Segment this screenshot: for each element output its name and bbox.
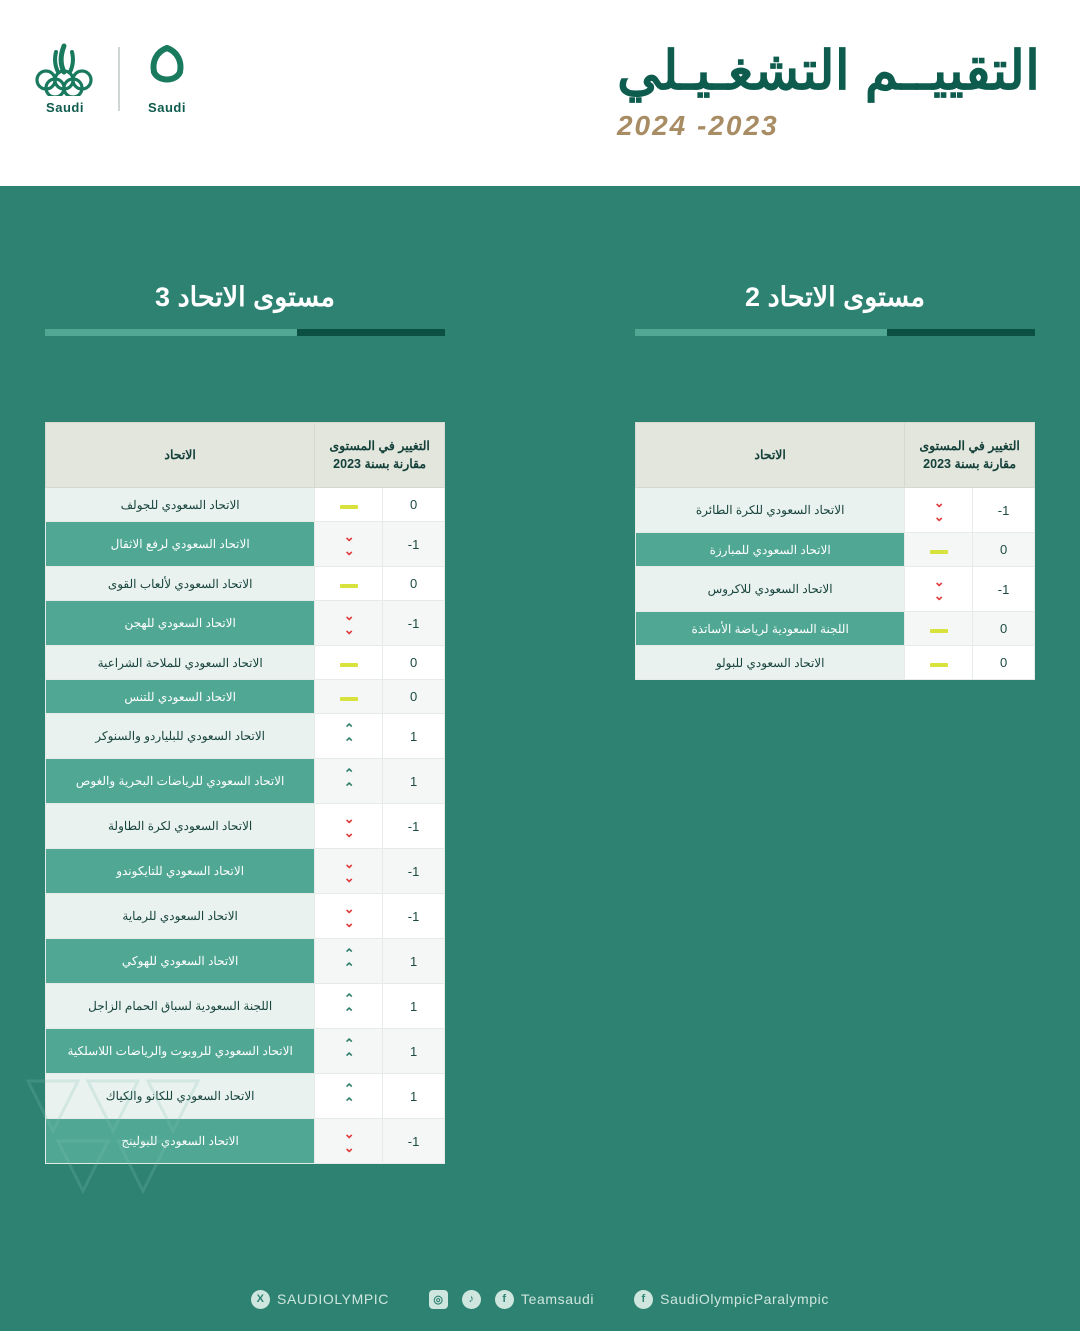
cell-change-value: 1 <box>383 984 445 1029</box>
cell-federation-name: الاتحاد السعودي للهجن <box>46 601 315 646</box>
table-row <box>46 1029 445 1074</box>
title-block <box>617 40 1040 142</box>
page-body <box>0 186 1080 1331</box>
columns-container <box>0 186 1080 1164</box>
table-row <box>46 804 445 849</box>
cell-federation-name: الاتحاد السعودي للبلياردو والسنوكر <box>46 714 315 759</box>
trend-flat-icon <box>930 663 948 667</box>
trend-up-icon: ⌃ ⌃ <box>343 1036 354 1066</box>
trend-flat-icon <box>340 505 358 509</box>
cell-federation-name: الاتحاد السعودي للتايكوندو <box>46 849 315 894</box>
cell-change-value: 0 <box>973 533 1035 567</box>
cell-change-value: 1- <box>383 522 445 567</box>
cell-change-value: 1 <box>383 939 445 984</box>
cell-trend-arrow <box>315 894 383 939</box>
cell-trend-arrow <box>905 612 973 646</box>
cell-change-value: 0 <box>973 612 1035 646</box>
cell-change-value: 0 <box>383 646 445 680</box>
header-change: التغيير في المستوى مقارنة بسنة 2023 <box>905 423 1035 488</box>
trend-flat-icon <box>340 697 358 701</box>
cell-trend-arrow <box>315 849 383 894</box>
cell-change-value: 0 <box>973 646 1035 680</box>
cell-federation-name: اللجنة السعودية لرياضة الأساتذة <box>636 612 905 646</box>
cell-federation-name: الاتحاد السعودي للبولينج <box>46 1119 315 1164</box>
cell-change-value: 1- <box>383 849 445 894</box>
table-row <box>46 1119 445 1164</box>
cell-trend-arrow <box>315 939 383 984</box>
cell-federation-name: الاتحاد السعودي للهوكي <box>46 939 315 984</box>
cell-federation-name: الاتحاد السعودي للتنس <box>46 680 315 714</box>
cell-change-value: 1 <box>383 714 445 759</box>
cell-trend-arrow <box>905 488 973 533</box>
header-change: التغيير في المستوى مقارنة بسنة 2023 <box>315 423 445 488</box>
cell-trend-arrow <box>905 567 973 612</box>
table-row <box>46 567 445 601</box>
social-item-x[interactable] <box>251 1290 389 1309</box>
paralympic-agitos-icon <box>138 42 196 96</box>
table-header-row <box>636 423 1035 488</box>
table-row <box>46 939 445 984</box>
olympic-logo <box>30 42 100 115</box>
cell-change-value: 1- <box>383 1119 445 1164</box>
trend-down-icon: ⌄ ⌄ <box>343 608 354 638</box>
cell-trend-arrow <box>315 804 383 849</box>
table-row <box>46 894 445 939</box>
logo-divider <box>118 47 120 111</box>
cell-change-value: 1- <box>383 601 445 646</box>
cell-trend-arrow <box>905 646 973 680</box>
social-item-instagram[interactable] <box>429 1290 448 1309</box>
cell-trend-arrow <box>315 680 383 714</box>
table-row <box>46 522 445 567</box>
cell-trend-arrow <box>315 1029 383 1074</box>
cell-federation-name: الاتحاد السعودي للروبوت والرياضات اللاسلكية <box>46 1029 315 1074</box>
tiktok-icon: ♪ <box>462 1290 481 1309</box>
social-label-x: SAUDIOLYMPIC <box>277 1291 390 1307</box>
cell-change-value: 1 <box>383 759 445 804</box>
cell-federation-name: الاتحاد السعودي لألعاب القوى <box>46 567 315 601</box>
paralympic-logo-caption: Saudi <box>148 100 186 115</box>
rule-segment-light <box>45 329 297 336</box>
page-header <box>0 0 1080 186</box>
trend-up-icon: ⌃ ⌃ <box>343 721 354 751</box>
cell-trend-arrow <box>315 646 383 680</box>
column-level-2 <box>635 282 1035 1164</box>
cell-trend-arrow <box>315 1119 383 1164</box>
instagram-icon: ◎ <box>429 1290 448 1309</box>
cell-federation-name: الاتحاد السعودي للكرة الطائرة <box>636 488 905 533</box>
federation-table-level-2 <box>635 422 1035 680</box>
federation-table-level-3 <box>45 422 445 1164</box>
cell-trend-arrow <box>315 567 383 601</box>
trend-down-icon: ⌄ ⌄ <box>343 1126 354 1156</box>
table-row <box>46 488 445 522</box>
table-header-row <box>46 423 445 488</box>
trend-up-icon: ⌃ ⌃ <box>343 1081 354 1111</box>
olympic-logo-caption: Saudi <box>46 100 84 115</box>
cell-federation-name: الاتحاد السعودي للجولف <box>46 488 315 522</box>
social-label-teamsaudi: Teamsaudi <box>521 1291 595 1307</box>
facebook-icon: f <box>634 1290 653 1309</box>
column-heading-level-2: مستوى الاتحاد 2 <box>745 282 925 312</box>
cell-change-value: 1 <box>383 1029 445 1074</box>
table-row <box>636 612 1035 646</box>
social-item-teamsaudi[interactable] <box>495 1290 594 1309</box>
table-row <box>46 1074 445 1119</box>
trend-flat-icon <box>340 584 358 588</box>
cell-trend-arrow <box>315 714 383 759</box>
table-row <box>46 601 445 646</box>
cell-trend-arrow <box>315 601 383 646</box>
table-row <box>46 849 445 894</box>
cell-trend-arrow <box>315 1074 383 1119</box>
cell-change-value: 1- <box>973 567 1035 612</box>
cell-federation-name: الاتحاد السعودي للكانو والكياك <box>46 1074 315 1119</box>
cell-change-value: 1 <box>383 1074 445 1119</box>
table-row <box>46 759 445 804</box>
table-row <box>636 567 1035 612</box>
cell-federation-name: اللجنة السعودية لسباق الحمام الزاجل <box>46 984 315 1029</box>
page-subtitle-years: 2024 -2023 <box>616 110 779 142</box>
trend-down-icon: ⌄ ⌄ <box>343 856 354 886</box>
table-row <box>636 533 1035 567</box>
cell-change-value: 0 <box>383 680 445 714</box>
cell-federation-name: الاتحاد السعودي للملاحة الشراعية <box>46 646 315 680</box>
footer-social-bar <box>0 1267 1080 1331</box>
column-level-3 <box>45 282 445 1164</box>
table-row <box>46 680 445 714</box>
cell-federation-name: الاتحاد السعودي للاكروس <box>636 567 905 612</box>
table-row <box>46 984 445 1029</box>
table-row <box>636 646 1035 680</box>
logo-group <box>30 42 196 115</box>
social-item-tiktok[interactable] <box>462 1290 481 1309</box>
cell-trend-arrow <box>905 533 973 567</box>
cell-federation-name: الاتحاد السعودي لكرة الطاولة <box>46 804 315 849</box>
social-item-saudiolympicparalympic[interactable] <box>634 1290 829 1309</box>
cell-federation-name: الاتحاد السعودي لرفع الاثقال <box>46 522 315 567</box>
table-row <box>46 646 445 680</box>
cell-federation-name: الاتحاد السعودي للمبارزة <box>636 533 905 567</box>
facebook-icon: f <box>495 1290 514 1309</box>
cell-trend-arrow <box>315 522 383 567</box>
column-rule-level-3 <box>45 329 445 336</box>
trend-down-icon: ⌄ ⌄ <box>933 574 944 604</box>
cell-federation-name: الاتحاد السعودي للرياضات البحرية والغوص <box>46 759 315 804</box>
cell-trend-arrow <box>315 984 383 1029</box>
cell-change-value: 0 <box>383 567 445 601</box>
header-federation: الاتحاد <box>636 423 905 488</box>
social-label-saudiolympicparalympic: SaudiOlympicParalympic <box>660 1291 829 1307</box>
trend-down-icon: ⌄ ⌄ <box>933 495 944 525</box>
paralympic-logo <box>138 42 196 115</box>
x-twitter-icon: X <box>251 1290 270 1309</box>
rule-segment-dark <box>297 329 445 336</box>
table-row <box>636 488 1035 533</box>
cell-change-value: 1- <box>383 804 445 849</box>
column-rule-level-2 <box>635 329 1035 336</box>
trend-flat-icon <box>930 550 948 554</box>
cell-trend-arrow <box>315 488 383 522</box>
trend-down-icon: ⌄ ⌄ <box>343 811 354 841</box>
cell-change-value: 1- <box>973 488 1035 533</box>
cell-change-value: 0 <box>383 488 445 522</box>
rule-segment-light <box>635 329 887 336</box>
olympic-rings-icon <box>30 42 100 96</box>
header-federation: الاتحاد <box>46 423 315 488</box>
cell-federation-name: الاتحاد السعودي للبولو <box>636 646 905 680</box>
cell-change-value: 1- <box>383 894 445 939</box>
cell-federation-name: الاتحاد السعودي للرماية <box>46 894 315 939</box>
rule-segment-dark <box>887 329 1035 336</box>
cell-trend-arrow <box>315 759 383 804</box>
trend-flat-icon <box>340 663 358 667</box>
trend-up-icon: ⌃ ⌃ <box>343 946 354 976</box>
trend-down-icon: ⌄ ⌄ <box>343 529 354 559</box>
page-title: التقييــم التشغـيـلي <box>616 41 1040 101</box>
trend-flat-icon <box>930 629 948 633</box>
table-row <box>46 714 445 759</box>
trend-down-icon: ⌄ ⌄ <box>343 901 354 931</box>
trend-up-icon: ⌃ ⌃ <box>343 766 354 796</box>
trend-up-icon: ⌃ ⌃ <box>343 991 354 1021</box>
column-heading-level-3: مستوى الاتحاد 3 <box>155 282 335 312</box>
